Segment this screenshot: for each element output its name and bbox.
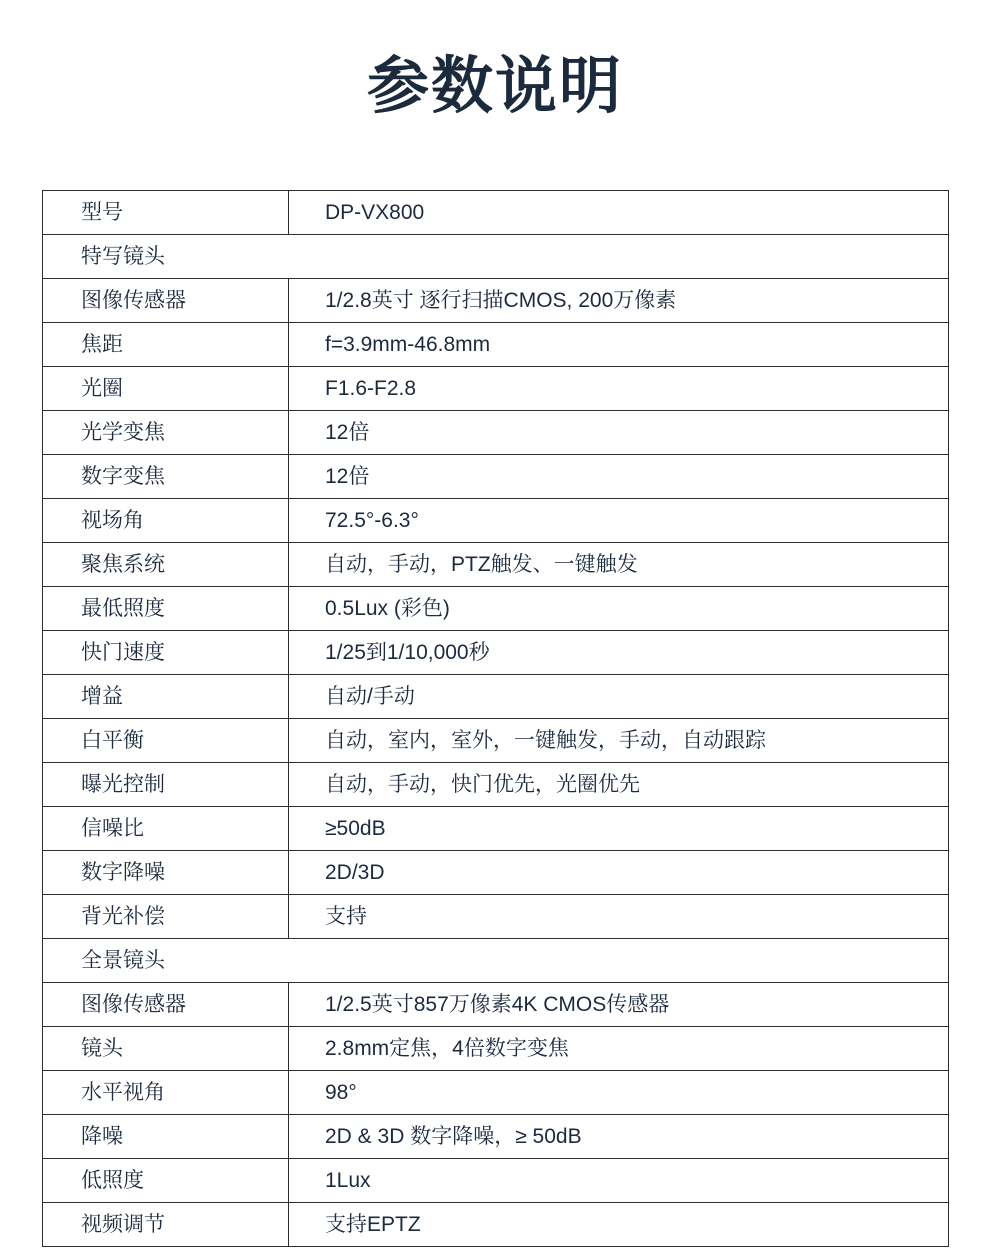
table-row-backlight-compensation	[43, 895, 949, 939]
table-row-aperture	[43, 367, 949, 411]
spec-label: 增益	[43, 675, 289, 719]
spec-value: 1/25到1/10,000秒	[289, 631, 949, 675]
spec-label: 光学变焦	[43, 411, 289, 455]
spec-value: 1/2.5英寸857万像素4K CMOS传感器	[289, 983, 949, 1027]
table-row-shutter-speed	[43, 631, 949, 675]
spec-value: f=3.9mm-46.8mm	[289, 323, 949, 367]
spec-label: 型号	[43, 191, 289, 235]
spec-label: 背光补偿	[43, 895, 289, 939]
table-row-focus-system	[43, 543, 949, 587]
spec-value: 12倍	[289, 411, 949, 455]
spec-value: 自动，手动，快门优先，光圈优先	[289, 763, 949, 807]
spec-label: 图像传感器	[43, 279, 289, 323]
table-row-field-of-view	[43, 499, 949, 543]
table-row-horizontal-fov	[43, 1071, 949, 1115]
table-row-image-sensor-2	[43, 983, 949, 1027]
spec-value: 72.5°-6.3°	[289, 499, 949, 543]
spec-table-body	[43, 191, 949, 1247]
spec-value: 2.8mm定焦，4倍数字变焦	[289, 1027, 949, 1071]
spec-value: 98°	[289, 1071, 949, 1115]
spec-value: 自动，室内，室外，一键触发，手动，自动跟踪	[289, 719, 949, 763]
table-row-lens	[43, 1027, 949, 1071]
table-row-optical-zoom	[43, 411, 949, 455]
table-row-min-illumination	[43, 587, 949, 631]
spec-label: 降噪	[43, 1115, 289, 1159]
spec-value: 1/2.8英寸 逐行扫描CMOS, 200万像素	[289, 279, 949, 323]
spec-value: DP-VX800	[289, 191, 949, 235]
spec-value: 支持EPTZ	[289, 1203, 949, 1247]
spec-value: 自动/手动	[289, 675, 949, 719]
spec-label: 水平视角	[43, 1071, 289, 1115]
spec-value: 0.5Lux (彩色)	[289, 587, 949, 631]
table-row-video-adjustment	[43, 1203, 949, 1247]
table-row-image-sensor	[43, 279, 949, 323]
spec-value: 2D & 3D 数字降噪，≥ 50dB	[289, 1115, 949, 1159]
table-row-noise-reduction	[43, 1115, 949, 1159]
spec-label: 数字降噪	[43, 851, 289, 895]
table-row-focal-length	[43, 323, 949, 367]
table-row-digital-zoom	[43, 455, 949, 499]
section-row-closeup-lens	[43, 235, 949, 279]
spec-value: 1Lux	[289, 1159, 949, 1203]
spec-value: ≥50dB	[289, 807, 949, 851]
table-row-exposure-control	[43, 763, 949, 807]
spec-label: 低照度	[43, 1159, 289, 1203]
table-row-digital-noise-reduction	[43, 851, 949, 895]
spec-label: 光圈	[43, 367, 289, 411]
spec-value: 12倍	[289, 455, 949, 499]
spec-label: 图像传感器	[43, 983, 289, 1027]
section-label: 特写镜头	[43, 235, 949, 279]
table-row-white-balance	[43, 719, 949, 763]
spec-label: 曝光控制	[43, 763, 289, 807]
spec-label: 视场角	[43, 499, 289, 543]
spec-table	[42, 190, 949, 1247]
table-row-snr	[43, 807, 949, 851]
spec-label: 数字变焦	[43, 455, 289, 499]
spec-label: 视频调节	[43, 1203, 289, 1247]
section-row-panorama-lens	[43, 939, 949, 983]
spec-value: F1.6-F2.8	[289, 367, 949, 411]
spec-label: 镜头	[43, 1027, 289, 1071]
spec-value: 自动，手动，PTZ触发、一键触发	[289, 543, 949, 587]
table-row-model	[43, 191, 949, 235]
spec-label: 信噪比	[43, 807, 289, 851]
table-row-gain	[43, 675, 949, 719]
table-row-low-illumination	[43, 1159, 949, 1203]
spec-label: 最低照度	[43, 587, 289, 631]
spec-label: 聚焦系统	[43, 543, 289, 587]
page-title: 参数说明	[366, 52, 623, 121]
spec-value: 支持	[289, 895, 949, 939]
section-label: 全景镜头	[43, 939, 949, 983]
spec-label: 白平衡	[43, 719, 289, 763]
spec-label: 快门速度	[43, 631, 289, 675]
spec-value: 2D/3D	[289, 851, 949, 895]
spec-label: 焦距	[43, 323, 289, 367]
